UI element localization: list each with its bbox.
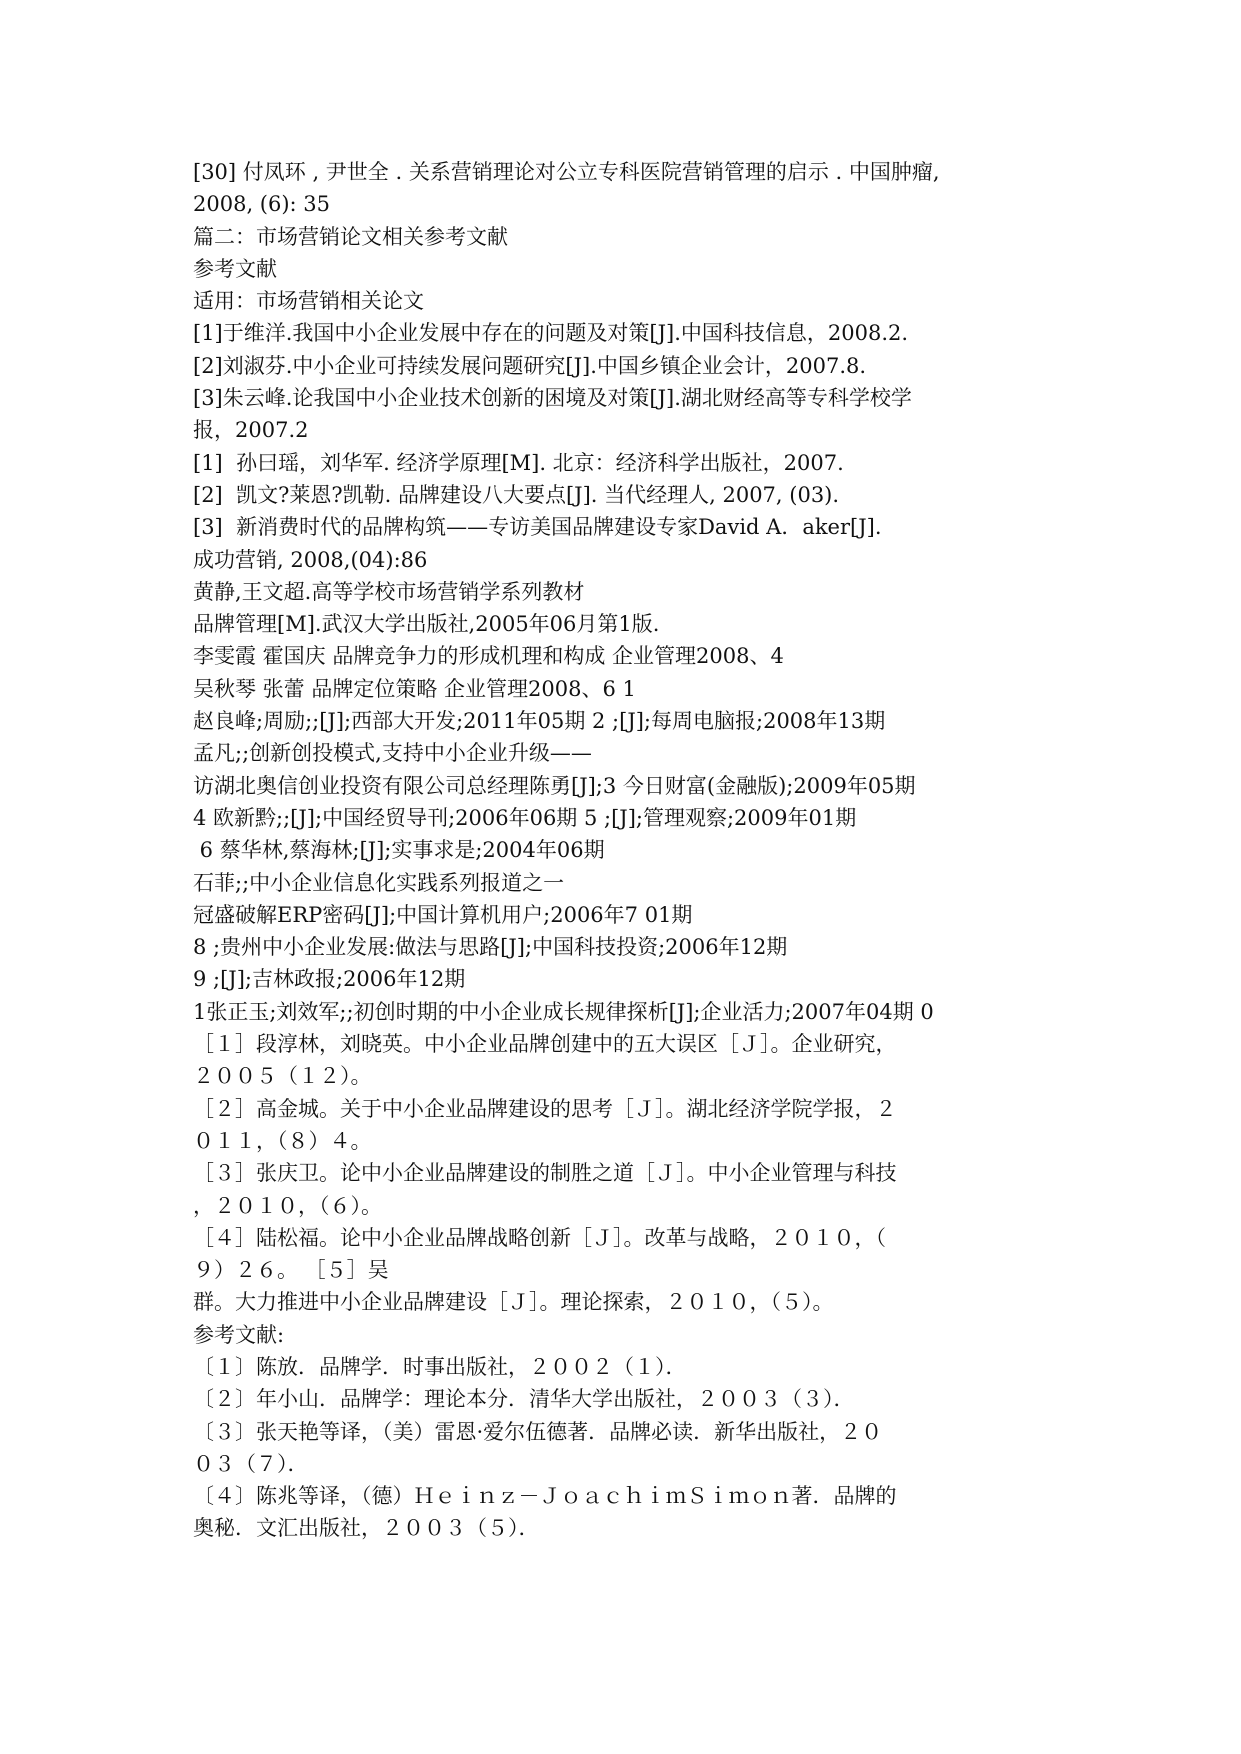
reference-entry: 赵良峰;周励;;[J];西部大开发;2011年05期 2 ;[J];每周电脑报;2008年13期: [193, 709, 886, 734]
reference-entry: 9 ;[J];吉林政报;2006年12期: [193, 967, 466, 992]
reference-entry: ［３］张庆卫。论中小企业品牌建设的制胜之道［Ｊ］。中小企业管理与科技: [193, 1161, 897, 1186]
text-line: 奥秘．文汇出版社，２００３（５）．: [193, 1516, 540, 1541]
text-line: 适用：市场营销相关论文: [193, 289, 424, 314]
reference-entry: 1张正玉;刘效军;;初创时期的中小企业成长规律探析[J];企业活力;2007年04期 0: [193, 999, 934, 1024]
text-line: ９）２６。 ［５］吴: [193, 1258, 389, 1283]
reference-entry: 8 ;贵州中小企业发展:做法与思路[J];中国科技投资;2006年12期: [193, 935, 788, 960]
section-heading: 参考文献:: [193, 1322, 285, 1347]
reference-entry: 4 欧新黔;;[J];中国经贸导刊;2006年06期 5 ;[J];管理观察;2009年01期: [193, 805, 857, 830]
text-line: ，２０１０，（６）。: [193, 1193, 382, 1218]
reference-entry: 6 蔡华林,蔡海林;[J];实事求是;2004年06期: [193, 838, 605, 863]
text-line: ０３（７）．: [193, 1451, 309, 1476]
text-line: 访湖北奥信创业投资有限公司总经理陈勇[J];3 今日财富(金融版);2009年05期: [193, 773, 916, 798]
reference-entry: 〔４〕陈兆等译，（德）Ｈｅｉｎｚ－ＪｏａｃｈｉｍＳｉｍｏｎ著．品牌的: [193, 1484, 897, 1509]
reference-entry: [2]刘淑芬.中小企业可持续发展问题研究[J].中国乡镇企业会计，2007.8.: [193, 353, 867, 378]
text-line: 参考文献: [193, 256, 277, 281]
text-line: ２００５（１２）。: [193, 1064, 372, 1089]
reference-entry: ［４］陆松福。论中小企业品牌战略创新［Ｊ］。改革与战略，２０１０，（: [193, 1225, 886, 1250]
text-line: 冠盛破解ERP密码[J];中国计算机用户;2006年7 01期: [193, 902, 693, 927]
text-line: 品牌管理[M].武汉大学出版社,2005年06月第1版.: [193, 612, 660, 637]
text-line: 2008, (6): 35: [193, 192, 331, 217]
text-line: ０１１，（８）４。: [193, 1128, 372, 1153]
reference-entry: 李雯霞 霍国庆 品牌竞争力的形成机理和构成 企业管理2008、4: [193, 644, 784, 669]
reference-entry: [1] 孙曰瑶，刘华军. 经济学原理[M]. 北京：经济科学出版社，2007.: [193, 450, 844, 475]
reference-entry: ［２］高金城。关于中小企业品牌建设的思考［Ｊ］。湖北经济学院学报，２: [193, 1096, 897, 1121]
reference-entry: [3] 新消费时代的品牌构筑——专访美国品牌建设专家David A．aker[J].: [193, 515, 882, 540]
text-line: 群。大力推进中小企业品牌建设［Ｊ］。理论探索，２０１０，（５）。: [193, 1290, 834, 1315]
reference-entry: [2] 凯文?莱恩?凯勒. 品牌建设八大要点[J]. 当代经理人, 2007, (03).: [193, 482, 840, 507]
reference-entry: 〔３〕张天艳等译，（美）雷恩·爱尔伍德著．品牌必读．新华出版社，２０: [193, 1419, 883, 1444]
reference-entry: [1]于维洋.我国中小企业发展中存在的问题及对策[J].中国科技信息，2008.2.: [193, 321, 909, 346]
reference-list: [193, 156, 1053, 1545]
reference-entry: 〔２〕年小山．品牌学：理论本分．清华大学出版社，２００３（３）．: [193, 1387, 855, 1412]
reference-entry: 黄静,王文超.高等学校市场营销学系列教材: [193, 579, 585, 604]
text-line: 成功营销, 2008,(04):86: [193, 547, 428, 572]
reference-entry: ［１］段淳林，刘晓英。中小企业品牌创建中的五大误区［Ｊ］。企业研究，: [193, 1032, 897, 1057]
text-line: 报，2007.2: [193, 418, 309, 443]
reference-entry: 石菲;;中小企业信息化实践系列报道之一: [193, 870, 565, 895]
reference-entry: 孟凡;;创新创投模式,支持中小企业升级——: [193, 741, 592, 766]
text-line: [30] 付凤环 , 尹世全 . 关系营销理论对公立专科医院营销管理的启示 . 中国肿瘤,: [193, 160, 940, 184]
reference-entry: [3]朱云峰.论我国中小企业技术创新的困境及对策[J].湖北财经高等专科学校学: [193, 386, 912, 411]
reference-entry: 〔１〕陈放．品牌学．时事出版社，２００２（１）．: [193, 1354, 687, 1379]
reference-entry: 吴秋琴 张蕾 品牌定位策略 企业管理2008、6 1: [193, 676, 636, 701]
section-heading: 篇二：市场营销论文相关参考文献: [193, 224, 508, 249]
